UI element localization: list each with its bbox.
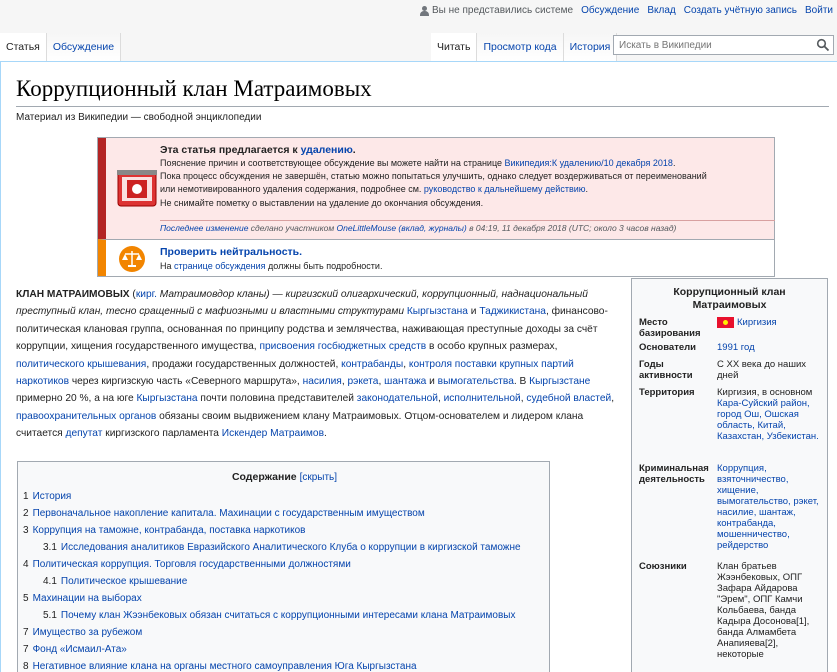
toc-item[interactable]: 1 История	[23, 491, 72, 502]
toc-title: Содержание [скрыть]	[231, 471, 338, 483]
toc-item[interactable]: 5.1 Почему клан Жээнбековых обязан считаться с коррупционными интересами клана Матраимовых	[43, 610, 516, 621]
anon-label: Вы не представились системе	[432, 5, 574, 16]
infobox-value-link[interactable]: Кара-Суйский район, город Ош, Ошская область, Китай, Казахстан, Узбекистан.	[717, 398, 819, 442]
infobox-label: Территория	[639, 387, 695, 398]
login-link[interactable]: Войти	[805, 5, 833, 16]
infobox-value-link[interactable]: Коррупция, взяточничество, хищение, вымогательство, рэкет, насилие, шантаж, контрабанда, мошенничество, рейдерство	[717, 463, 819, 551]
infobox-label: Основатели	[639, 342, 697, 353]
toc-item[interactable]: 8 Негативное влияние клана на органы местного самоуправления Юга Кыргызстана	[23, 661, 417, 672]
talk-page-link[interactable]: странице обсуждения	[174, 261, 266, 271]
last-edit-link[interactable]: Последнее изменение	[160, 223, 249, 233]
infobox-title: Коррупционный клан Матраимовых	[673, 286, 786, 311]
infobox-label: Годы активности	[639, 359, 693, 381]
page-title: Коррупционный клан Матраимовых	[16, 76, 372, 101]
link-embezzlement[interactable]: присвоения госбюджетных средств	[259, 341, 427, 353]
title-divider	[16, 106, 829, 107]
toc-item[interactable]: 2 Первоначальное накопление капитала. Махинации с государственным имуществом	[23, 508, 425, 519]
infobox-row-activity	[639, 463, 825, 551]
last-edit-note: Последнее изменение сделано участником OneLittleMouse (вклад, журналы) в 04:19, 11 декабря 2018 (UTC; около 3 часов назад)	[160, 220, 775, 233]
toc-item[interactable]: 3 Коррупция на таможне, контрабанда, поставка наркотиков	[23, 525, 306, 536]
link-executive[interactable]: исполнительной	[443, 393, 521, 405]
guide-link[interactable]: руководство к дальнейшему действию	[423, 184, 586, 195]
table-of-contents	[17, 461, 550, 672]
link-kyrgyzstan-2[interactable]: Кыргызстане	[529, 376, 591, 388]
link-kyrgyzstan-3[interactable]: Кыргызстана	[136, 393, 198, 405]
view-tabs	[431, 33, 617, 61]
link-legislative[interactable]: законодательной	[356, 393, 438, 405]
infobox-value: С XX века до наших дней	[717, 359, 806, 381]
deletion-line-3: или немотивированного удаления содержания, подробнее см. руководство к дальнейшему действию.	[160, 184, 589, 195]
infobox-value-link[interactable]: 1991 год	[717, 342, 755, 353]
tab-view-source[interactable]: Просмотр кода	[477, 33, 563, 61]
link-deputy[interactable]: депутат	[65, 428, 103, 440]
link-protection[interactable]: политического крышевания	[16, 358, 147, 370]
toc-item[interactable]: 4.1 Политическое крышевание	[43, 576, 188, 587]
site-tagline: Материал из Википедии — свободной энциклопедии	[16, 112, 262, 123]
link-blackmail[interactable]: шантажа	[384, 376, 427, 388]
link-drugs[interactable]: контроля поставки крупных партий наркотиков	[16, 358, 574, 388]
deletion-heading: Эта статья предлагается к удалению.	[160, 144, 356, 156]
kirg-link[interactable]: кирг.	[135, 289, 157, 300]
tab-history[interactable]: История	[564, 33, 618, 61]
infobox-row-base	[639, 317, 825, 339]
infobox-row-territory: Территория Киргизия, в основном Кара-Суйский район, город Ош, Ошская область, Китай, Казахстан, Узбекистан.	[639, 387, 819, 442]
toc-hide-link[interactable]: [скрыть]	[299, 472, 338, 483]
deletion-notice	[98, 138, 774, 239]
link-extortion[interactable]: вымогательства	[437, 376, 514, 388]
deletion-link[interactable]: удалению	[300, 144, 353, 156]
neutrality-text: На странице обсуждения должны быть подробности.	[160, 261, 383, 271]
link-kyrgyzstan[interactable]: Кыргызстана	[406, 306, 468, 318]
contribs-link[interactable]: Вклад	[647, 5, 676, 16]
search-input[interactable]	[613, 35, 834, 55]
link-racket[interactable]: рэкета	[347, 376, 379, 388]
toc-item[interactable]: 7 Фонд «Исмаил-Ата»	[23, 644, 127, 655]
tab-read[interactable]: Читать	[431, 33, 477, 61]
neutrality-notice	[98, 239, 774, 276]
link-violence[interactable]: насилия	[302, 376, 342, 388]
infobox-row-years	[639, 359, 825, 381]
infobox	[631, 278, 828, 672]
infobox-value-link[interactable]: Киргизия	[737, 317, 777, 329]
infobox-row-founders	[639, 342, 825, 353]
deletion-line-1: Пояснение причин и соответствующее обсуждение вы можете найти на странице Википедия:К удалению/10 декабря 2018.	[160, 158, 676, 168]
toc-item[interactable]: 5 Махинации на выборах	[23, 593, 142, 604]
tab-article[interactable]: Статья	[0, 33, 47, 61]
toc-item[interactable]: 7 Имущество за рубежом	[23, 627, 143, 638]
lead-paragraph: КЛАН МАТРАИМОВЫХ (кирг. Матраимовдор кланы) — киргизский олигархический, коррупционный, наднациональный преступный клан, тесно сращенный с мафиозными и властными структурами Кыргызстана и Таджикистана, финансово-политическая клановая группа, основанная по принципу родства и землячества, наживающая преступные доходы за счёт коррупции, хищения государственного имущества, присвоения госбюджетных средств в особо крупных размерах, политического крышевания, продажи государственных должностей, контрабанды, контроля поставки крупных партий наркотиков через киргизскую часть «Северного маршрута», насилия, рэкета, шантажа и вымогательства. В Кыргызстане примерно 20 %, а на юге Кыргызстана почти половина представителей законодательной, исполнительной, судебной властей, правоохранительных органов обязаны своим выдвижением клану Матраимовых. Отцом-основателем и лидером клана считается депутат киргизского парламента Искендер Матраимов.	[16, 289, 615, 440]
link-law-enforcement[interactable]: правоохранительных органов	[16, 410, 157, 422]
anon-status	[420, 5, 573, 16]
infobox-value: Клан братьев Жээнбековых, ОПГ Зафара Айдарова "Эрем", ОПГ Камчи Кольбаева, банда Кадыра Досонова[1], банда Алмамбета Анапияева[2], некоторые	[717, 561, 810, 660]
link-iskender[interactable]: Искендер Матраимов	[221, 428, 324, 440]
link-judicial[interactable]: судебной властей	[526, 393, 612, 405]
deletion-icon	[115, 168, 159, 208]
search-icon[interactable]	[816, 38, 830, 52]
infobox-label: Союзники	[639, 561, 687, 572]
talk-link[interactable]: Обсуждение	[581, 5, 640, 16]
notice-boxes	[97, 137, 775, 277]
toc-item[interactable]: 3.1 Исследования аналитиков Евразийского Аналитического Клуба о коррупции в киргизской таможне	[43, 542, 521, 553]
namespace-tabs	[0, 33, 121, 61]
link-tajikistan[interactable]: Таджикистана	[479, 306, 546, 318]
link-smuggling[interactable]: контрабанды	[341, 358, 404, 370]
kyrgyzstan-flag-icon	[717, 317, 734, 328]
afd-page-link[interactable]: Википедия:К удалению/10 декабря 2018	[504, 158, 673, 168]
neutrality-heading[interactable]: Проверить нейтральность.	[160, 246, 303, 258]
article-content	[0, 61, 837, 672]
toc-item[interactable]: 4 Политическая коррупция. Торговля государственными должностями	[23, 559, 351, 570]
user-icon	[420, 6, 429, 16]
tab-discussion[interactable]: Обсуждение	[47, 33, 121, 61]
infobox-label: Место базирования	[639, 317, 701, 339]
infobox-row-allies	[639, 561, 825, 660]
personal-tools	[420, 5, 833, 16]
deletion-line-2: Пока процесс обсуждения не завершён, статью можно попытаться улучшить, однако следует воздерживаться от переименований	[160, 171, 707, 182]
last-edit-user-link[interactable]: OneLittleMouse (вклад, журналы)	[336, 223, 467, 233]
infobox-label: Криминальная деятельность	[639, 463, 709, 485]
scales-icon	[118, 245, 146, 273]
create-account-link[interactable]: Создать учётную запись	[683, 5, 798, 16]
deletion-line-4: Не снимайте пометку о выставлении на удаление до окончания обсуждения.	[160, 197, 484, 208]
